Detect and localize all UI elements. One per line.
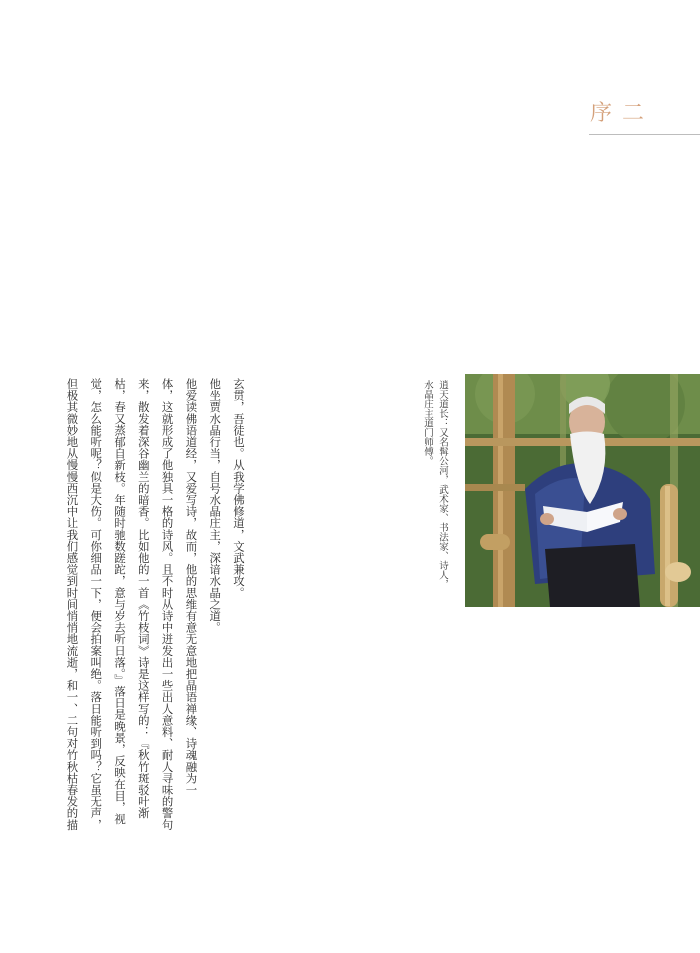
photo-icon bbox=[465, 374, 700, 607]
paragraph: 枯，春又蒸郁自新枝。年随时驰数蹉跎，意与岁去听日落。』落日是晚景，反映在目，视 bbox=[113, 378, 128, 825]
paragraph: 他爱读佛语道经，又爱写诗，故而，他的思维有意无意地把晶语禅缘、诗魂融为一 bbox=[184, 378, 199, 796]
photo-caption bbox=[420, 380, 450, 620]
paragraph: 玄贯，吾徒也。从我学佛修道，文武兼攻。 bbox=[232, 378, 246, 599]
title-divider bbox=[589, 134, 700, 135]
paragraph: 觉，怎么能听呢？似是大伤。可你细品一下，便会拍案叫绝。落日能听到吗？它虽无声， bbox=[89, 378, 104, 831]
caption-line: 水晶庄主道门师傅。 bbox=[422, 380, 433, 466]
paragraph: 他坐贾水晶行当，自号水晶庄主，深谙水晶之道。 bbox=[208, 378, 223, 634]
paragraph: 体，这就形成了他独具一格的诗风。且不时从诗中迸发出一些出人意料、耐人寻味的警句 bbox=[160, 378, 175, 831]
section-title: 序二 bbox=[590, 101, 655, 126]
photo-elder-reading bbox=[465, 374, 700, 607]
paragraph: 但极其微妙地从慢慢西沉中让我们感觉到时间悄悄地流逝，和一、二句对竹秋枯春发的描 bbox=[65, 378, 80, 831]
caption-line: 逍天道长：又名髯公河，武术家、书法家、诗人， bbox=[437, 380, 448, 589]
paragraph: 来，散发着深谷幽兰的暗香。比如他的一首《竹枝词》诗是这样写的：『秋竹斑驳叶渐 bbox=[136, 378, 151, 819]
body-text bbox=[60, 378, 250, 883]
